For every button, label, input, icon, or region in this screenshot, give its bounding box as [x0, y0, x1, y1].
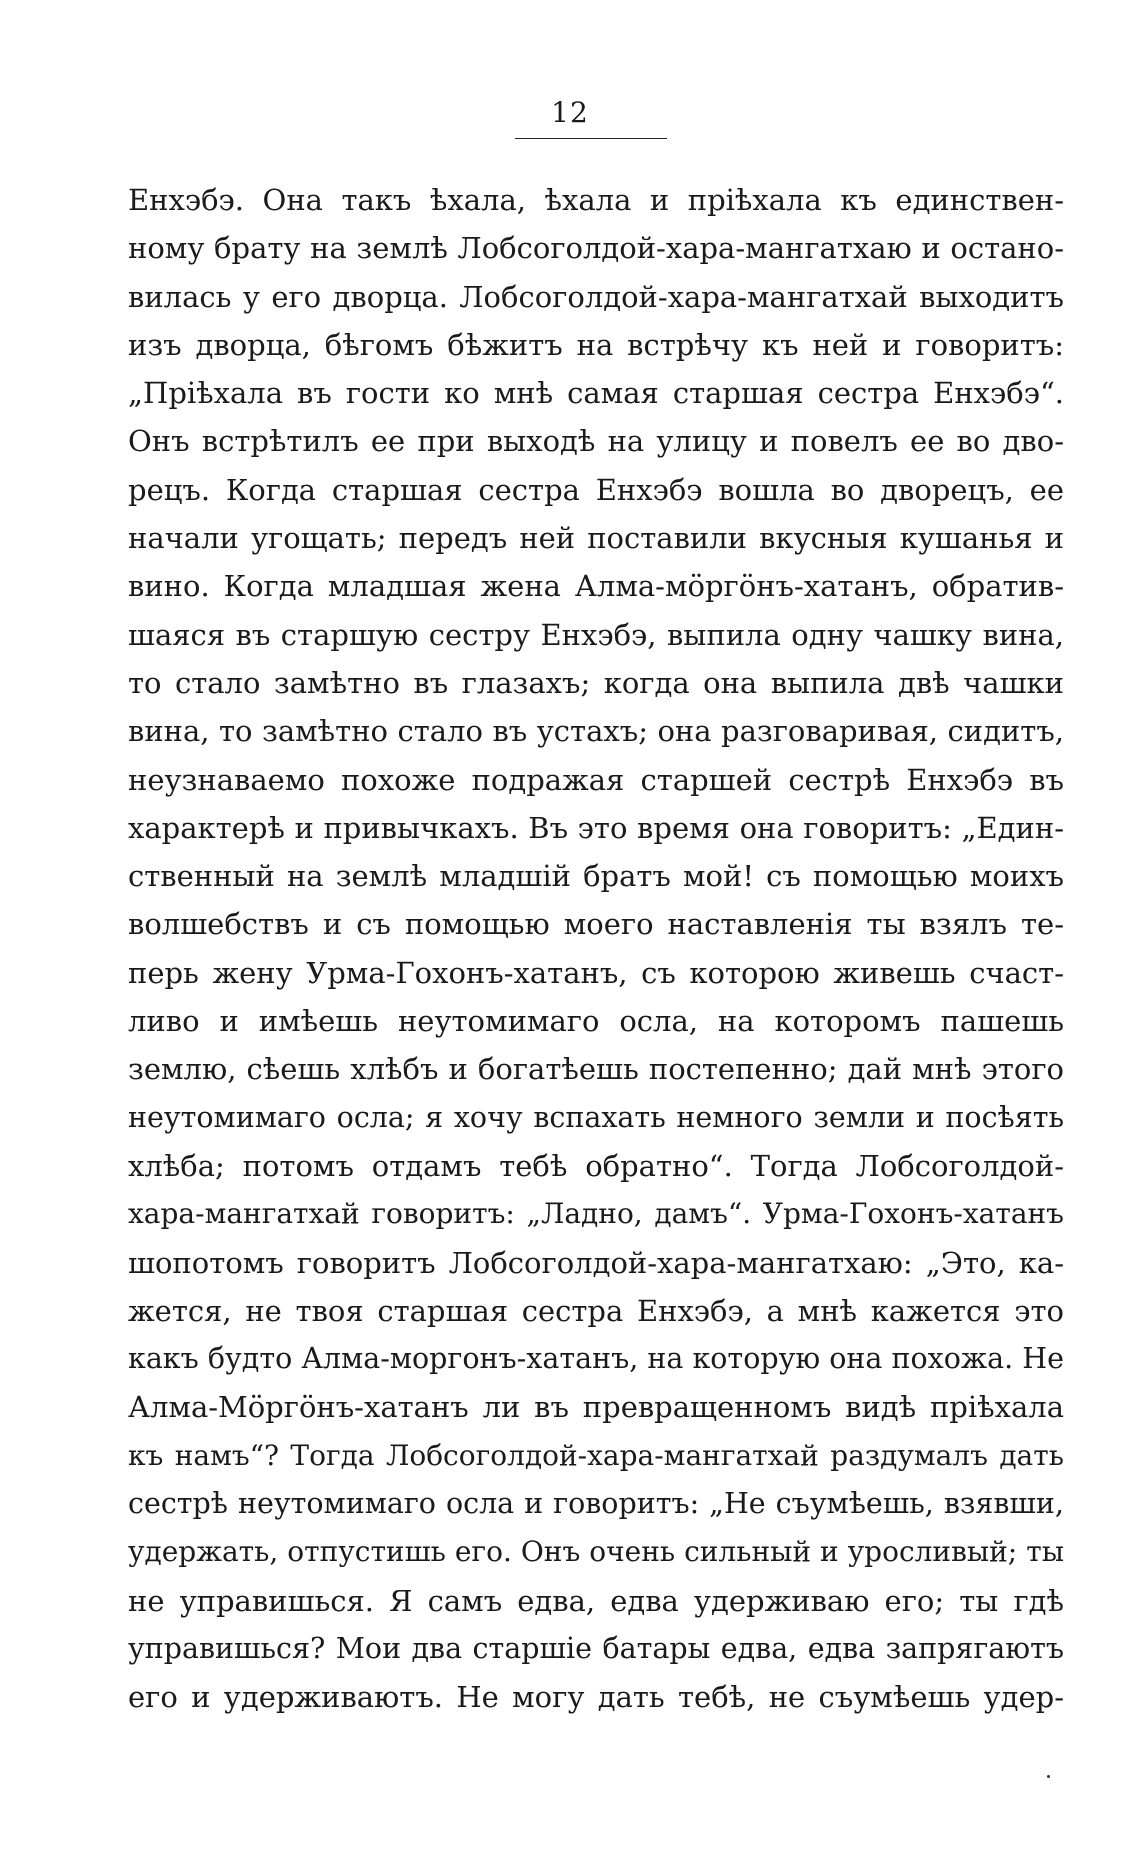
text-line: ственный на землѣ младшій братъ мой! съ помощью моихъ — [128, 859, 1064, 894]
text-line: изъ дворца, бѣгомъ бѣжитъ на встрѣчу къ ней и говоритъ: — [128, 327, 1064, 362]
text-line: удержать, отпустишь его. Онъ очень сильный и уросливый; ты — [128, 1535, 1064, 1569]
text-line: Енхэбэ. Она такъ ѣхала, ѣхала и пріѣхала къ единствен- — [128, 183, 1064, 217]
text-line: землю, сѣешь хлѣбъ и богатѣешь постепенно; дай мнѣ этого — [128, 1052, 1064, 1087]
text-line: неузнаваемо похоже подражая старшей сестрѣ Енхэбэ въ — [128, 762, 1064, 797]
text-line: перь жену Урма-Гохонъ-хатанъ, съ которою живешь счаст- — [128, 955, 1064, 990]
body-text — [128, 176, 1064, 1722]
text-line: неутомимаго осла; я хочу вспахать немного земли и посѣять — [128, 1100, 1064, 1134]
ink-speck — [1047, 1775, 1050, 1778]
text-line: къ намъ“? Тогда Лобсоголдой-хара-мангатхай раздумалъ дать — [128, 1438, 1064, 1472]
header-rule — [515, 138, 667, 139]
text-line: характерѣ и привычкахъ. Въ это время она говоритъ: „Един- — [128, 810, 1064, 845]
text-line: жется, не твоя старшая сестра Енхэбэ, а мнѣ кажется это — [128, 1293, 1064, 1328]
text-line: волшебствъ и съ помощью моего наставленія ты взялъ те- — [128, 907, 1064, 942]
text-line: хлѣба; потомъ отдамъ тебѣ обратно“. Тогда Лобсоголдой- — [128, 1148, 1064, 1183]
text-line: Онъ встрѣтилъ ее при выходѣ на улицу и повелъ ее во дво- — [128, 424, 1064, 459]
text-line: шаяся въ старшую сестру Енхэбэ, выпила одну чашку вина, — [128, 617, 1064, 652]
text-line: вино. Когда младшая жена Алма-мӧргӧнъ-хатанъ, обратив- — [128, 569, 1064, 604]
text-line: „Пріѣхала въ гости ко мнѣ самая старшая сестра Енхэбэ“. — [128, 376, 1064, 411]
text-line: начали угощать; передъ ней поставили вкусныя кушанья и — [128, 521, 1064, 556]
text-line: ному брату на землѣ Лобсоголдой-хара-мангатхаю и остано- — [128, 231, 1064, 266]
text-line: хара-мангатхай говоритъ: „Ладно, дамъ“. Урма-Гохонъ-хатанъ — [128, 1197, 1064, 1231]
text-line: рецъ. Когда старшая сестра Енхэбэ вошла во дворецъ, ее — [128, 472, 1064, 507]
page-number: 12 — [551, 96, 589, 129]
text-line: ливо и имѣешь неутомимаго осла, на которомъ пашешь — [128, 1004, 1064, 1039]
text-line: управишься? Мои два старшіе батары едва, едва запрягаютъ — [128, 1631, 1064, 1665]
text-line: шопотомъ говоритъ Лобсоголдой-хара-мангатхаю: „Это, ка- — [128, 1245, 1064, 1280]
text-line: то стало замѣтно въ глазахъ; когда она выпила двѣ чашки — [128, 665, 1064, 700]
text-line: не управишься. Я самъ едва, едва удерживаю его; ты гдѣ — [128, 1583, 1064, 1618]
text-line: вина, то замѣтно стало въ устахъ; она разговаривая, сидитъ, — [128, 714, 1064, 749]
text-line: какъ будто Алма-моргонъ-хатанъ, на которую она похожа. Не — [128, 1342, 1064, 1376]
text-line: сестрѣ неутомимаго осла и говоритъ: „Не съумѣешь, взявши, — [128, 1487, 1064, 1521]
text-line: вилась у его дворца. Лобсоголдой-хара-мангатхай выходитъ — [128, 279, 1064, 314]
text-line: его и удерживаютъ. Не могу дать тебѣ, не съумѣешь удер- — [128, 1680, 1064, 1715]
text-line: Алма-Мӧргӧнъ-хатанъ ли въ превращенномъ видѣ пріѣхала — [128, 1390, 1064, 1425]
